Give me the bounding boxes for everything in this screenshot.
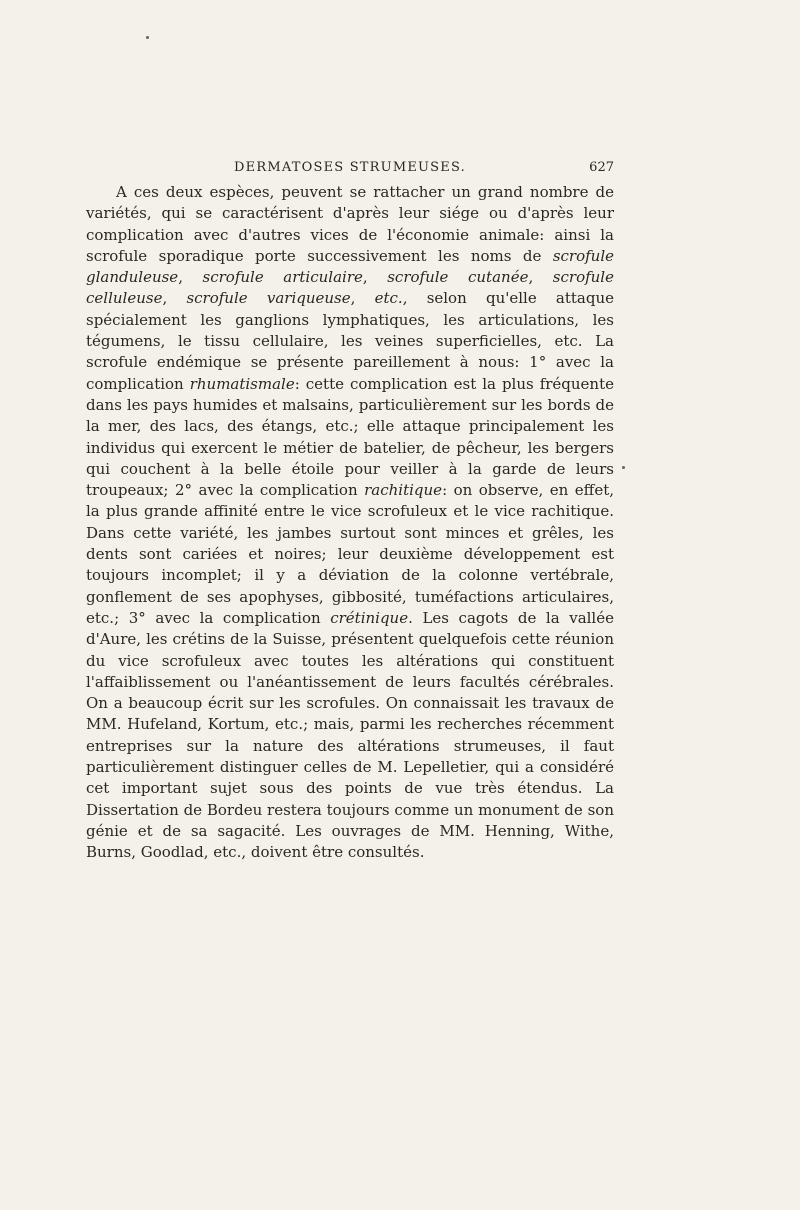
running-head [86,160,614,180]
italic-term: scrofule cutanée [387,268,529,287]
text-run: , [178,268,203,287]
body-paragraph [86,182,614,864]
italic-term: etc. [374,289,403,308]
italic-term: rhumatismale [189,374,295,393]
page-number: 627 [589,160,614,175]
italic-term: rachitique [364,481,443,500]
text-run: . Les cagots de la vallée d'Aure, les crétins de la Suisse, présentent quelquefois cette réunion du vice scrofuleux avec toutes les altérations qui constituent l'affaiblissement ou l'anéantissement de leurs facultés cérébrales. On a beaucoup écrit sur les scrofules. On connaissait les travaux de MM. Hufeland, Kortum, etc.; mais, parmi les recherches récemment entreprises sur la nature des altérations strumeuses, il faut particulièrement distinguer celles de M. Lepelletier, qui a considéré cet important sujet sous des points de vue très étendus. La Dissertation de Bordeu restera toujours comme un monument de son génie et de sa sagacité. Les ouvrages de MM. Henning, Withe, Burns, Goodlad, etc., doivent être consultés. [86,608,614,862]
text-run: , [528,268,553,287]
italic-term: scrofule articulaire [202,268,363,287]
text-run: , [162,289,187,308]
text-run: , [362,268,388,287]
text-run: A ces deux espèces, peuvent se rattacher un grand nombre de variétés, qui se caractérisent d'après leur siége ou d'après leur complication avec d'autres vices de l'économie animale: ainsi la scrofule sporadique porte successivement les noms de [86,183,614,265]
text-run: : on observe, en effet, la plus grande affinité entre le vice scrofuleux et le vice rachitique. Dans cette variété, les jambes surtout sont minces et grêles, les dents sont cariées et noires; leur deuxième développement est toujours incomplet; il y a déviation de la colonne vertébrale, gonflement de ses apophyses, gibbosité, tuméfactions articulaires, etc.; 3° avec la complication [86,481,614,627]
text-run: , selon qu'elle attaque spécialement les ganglions lymphatiques, les articulations, les tégumens, le tissu cellulaire, les veines superficielles, etc. La scrofule endémique se présente pareillement à nous: 1° avec la complication [86,289,615,393]
text-run: : cette complication est la plus fréquente dans les pays humides et malsains, particulièrement sur les bords de la mer, des lacs, des étangs, etc.; elle attaque principalement les individus qui exercent le métier de batelier, de pêcheur, les bergers qui couchent à la belle étoile pour veiller à la garde de leurs troupeaux; 2° avec la complication [86,374,614,500]
ink-speck [622,466,625,469]
text-run: , [350,289,375,308]
italic-term: scrofule celluleuse [86,268,614,308]
italic-term: scrofule glanduleuse [86,246,614,287]
ink-speck [146,36,149,39]
running-title: DERMATOSES STRUMEUSES. [234,160,466,175]
italic-term: scrofule variqueuse [186,289,351,308]
italic-term: crétinique [330,608,409,627]
